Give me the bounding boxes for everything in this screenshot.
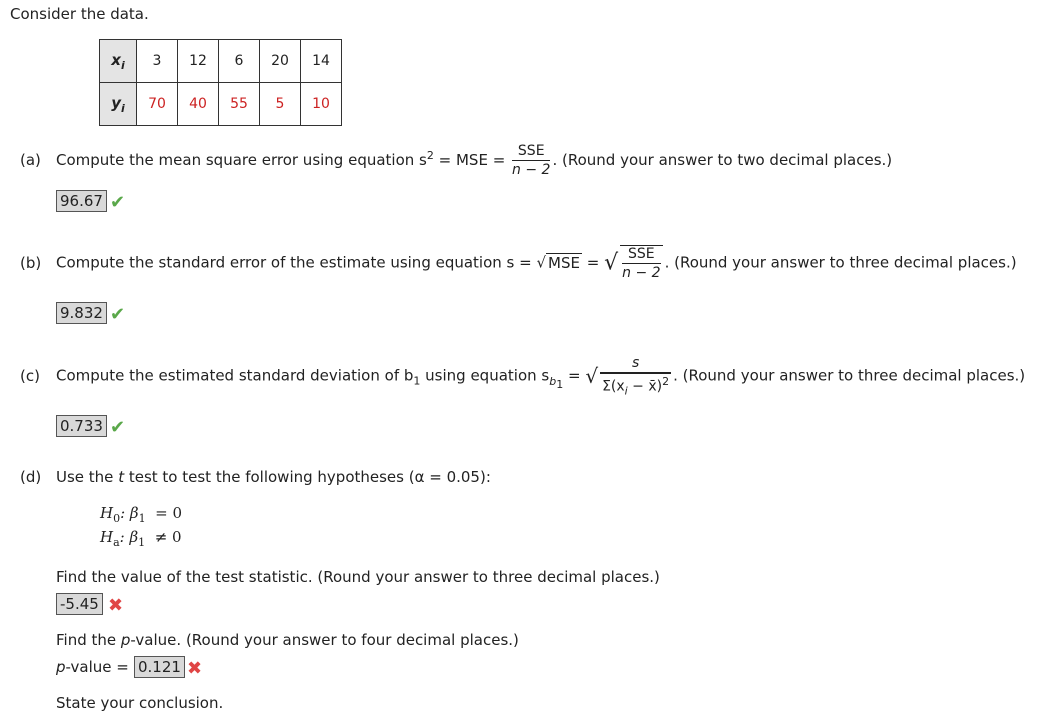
check-icon: ✔ <box>110 192 126 213</box>
sqrt-sign: √ <box>585 364 599 389</box>
conclusion-prompt: State your conclusion. <box>56 694 224 712</box>
answer-a-field[interactable]: 96.67 <box>56 190 107 212</box>
sse-fraction-b: $\frac{\text{SSE}}{n - 2}$ <box>622 246 661 281</box>
answer-b-field[interactable]: 9.832 <box>56 302 107 324</box>
pvalue-field[interactable]: 0.121 <box>134 656 185 678</box>
test-stat-question: Find the value of the test statistic. (Round your answer to three decimal places.) <box>56 568 660 586</box>
table-row-x <box>100 40 342 83</box>
y-value: 5 <box>260 83 301 126</box>
y-value: 70 <box>137 83 178 126</box>
x-value: 12 <box>178 40 219 83</box>
x-value: 20 <box>260 40 301 83</box>
test-stat-field[interactable]: -5.45 <box>56 593 103 615</box>
pvalue-question: Find the p-value. (Round your answer to four decimal places.) <box>56 631 519 649</box>
x-header: $x_i$ <box>100 40 137 83</box>
x-value: 3 <box>137 40 178 83</box>
intro-text: Consider the data. <box>10 5 149 23</box>
y-value: 55 <box>219 83 260 126</box>
x-value: 6 <box>219 40 260 83</box>
cross-icon: ✖ <box>187 658 203 679</box>
y-value: 10 <box>301 83 342 126</box>
part-b-question: (b) Compute the standard error of the estimate using equation s = √ MSE = √ $\frac{\text{SSE}}{n - 2}$ . (Round your answer to three decimal places.) <box>20 246 1017 281</box>
sse-fraction: $\frac{\text{SSE}}{n - 2}$ <box>512 143 551 178</box>
part-a-question: (a) Compute the mean square error using equation $s^2$ = MSE = $\frac{\text{SSE}}{n - 2}$ . (Round your answer to two decimal places.) <box>20 143 893 178</box>
sd-fraction: $\frac{s}{\Sigma(x_i - x̄)^2}$ <box>602 355 670 398</box>
sqrt-sign: √ <box>604 250 619 276</box>
y-value: 40 <box>178 83 219 126</box>
check-icon: ✔ <box>110 304 126 325</box>
alt-hypothesis: $H_a$: $\beta_1 \ne 0$ <box>100 528 182 549</box>
null-hypothesis: $H_0$: $\beta_1 = 0$ <box>100 504 183 525</box>
pvalue-label: p-value = <box>56 658 129 676</box>
x-value: 14 <box>301 40 342 83</box>
part-c-question: (c) Compute the estimated standard deviation of $b_1$ using equation $s_{b_1}$ = √ $\frac{s}{\Sigma(x_i - x̄)^2}$ . (Round your answer to three decimal places.) <box>20 355 1026 398</box>
data-table <box>99 39 342 126</box>
check-icon: ✔ <box>110 417 126 438</box>
y-header: $y_i$ <box>100 83 137 126</box>
table-row-y <box>100 83 342 126</box>
answer-c-field[interactable]: 0.733 <box>56 415 107 437</box>
cross-icon: ✖ <box>108 595 124 616</box>
part-d-question: (d) Use the t test to test the following hypotheses (α = 0.05): <box>20 468 491 486</box>
